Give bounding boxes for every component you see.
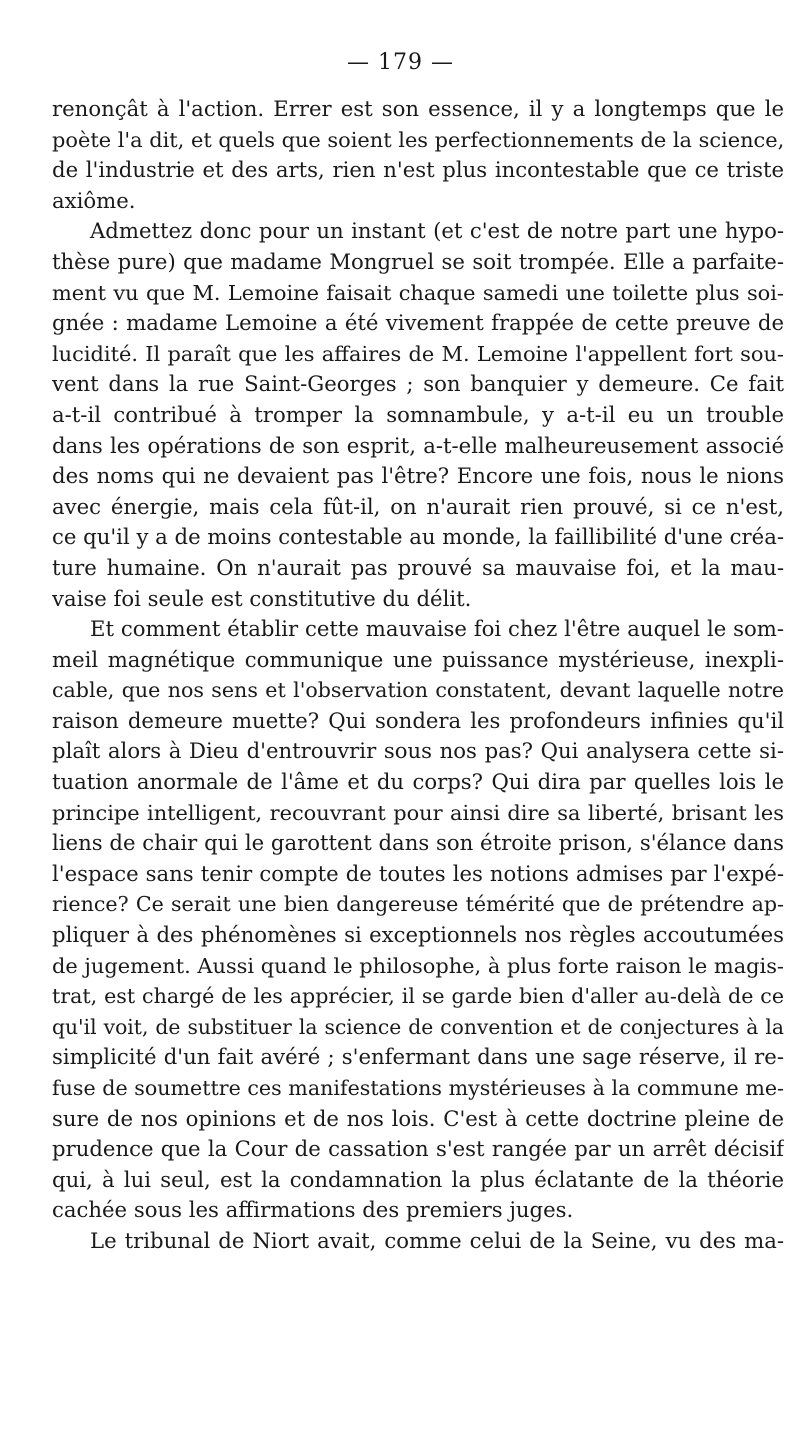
text-line: des noms qui ne devaient pas l'être? Encore une fois, nous le nions — [52, 463, 784, 489]
text-line: a-t-il contribué à tromper la somnambule, y a-t-il eu un trouble — [52, 401, 784, 427]
text-line: de l'industrie et des arts, rien n'est plus incontestable que ce triste — [52, 157, 784, 183]
text-line: vent dans la rue Saint-Georges ; son banquier y demeure. Ce fait — [52, 371, 784, 397]
body-text — [52, 94, 784, 1257]
text-line: ment vu que M. Lemoine faisait chaque samedi une toilette plus soi- — [52, 280, 784, 305]
text-line: Admettez donc pour un instant (et c'est de notre part une hypo- — [90, 218, 784, 244]
text-line: vaise foi seule est constitutive du délit. — [52, 585, 472, 611]
text-line: ce qu'il y a de moins contestable au monde, la faillibilité d'une créa- — [52, 524, 784, 550]
text-line: fuse de soumettre ces manifestations mystérieuses à la commune me- — [52, 1076, 784, 1100]
text-line: l'espace sans tenir compte de toutes les notions admises par l'expé- — [52, 860, 784, 886]
text-line: qu'il voit, de substituer la science de convention et de conjectures à la — [52, 1014, 784, 1039]
text-line: Et comment établir cette mauvaise foi chez l'être auquel le som- — [90, 616, 784, 642]
text-line: tuation anormale de l'âme et du corps? Qui dira par quelles lois le — [52, 769, 784, 795]
text-line: thèse pure) que madame Mongruel se soit trompée. Elle a parfaite- — [52, 248, 784, 274]
text-line: Le tribunal de Niort avait, comme celui de la Seine, vu des ma- — [90, 1227, 784, 1253]
text-line: meil magnétique communique une puissance mystérieuse, inexpli- — [52, 646, 784, 672]
text-line: liens de chair qui le garottent dans son étroite prison, s'élance dans — [52, 830, 784, 856]
text-line: rience? Ce serait une bien dangereuse témérité que de prétendre ap- — [52, 892, 784, 917]
text-line: de jugement. Aussi quand le philosophe, à plus forte raison le magis- — [52, 953, 784, 978]
text-line: raison demeure muette? Qui sondera les profondeurs infinies qu'il — [52, 707, 784, 733]
page-number: — 179 — — [347, 50, 454, 75]
text-line: gnée : madame Lemoine a été vivement frappée de cette preuve de — [52, 310, 784, 336]
text-line: ture humaine. On n'aurait pas prouvé sa mauvaise foi, et la mau- — [52, 554, 784, 580]
text-line: axiôme. — [52, 187, 136, 213]
text-line: dans les opérations de son esprit, a-t-elle malheureusement associé — [52, 432, 784, 458]
text-line: simplicité d'un fait avéré ; s'enfermant dans une sage réserve, il re- — [52, 1044, 784, 1070]
text-line: pliquer à des phénomènes si exceptionnels nos règles accoutumées — [52, 922, 784, 948]
text-line: poète l'a dit, et quels que soient les perfectionnements de la science, — [52, 127, 784, 152]
text-line: qui, à lui seul, est la condamnation la plus éclatante de la théorie — [52, 1166, 784, 1192]
text-line: trat, est chargé de les apprécier, il se garde bien d'aller au-delà de ce — [52, 984, 784, 1009]
text-line: plaît alors à Dieu d'entrouvrir sous nos pas? Qui analysera cette si- — [52, 738, 784, 764]
text-line: cachée sous les affirmations des premiers juges. — [52, 1197, 574, 1223]
text-line: prudence que la Cour de cassation s'est rangée par un arrêt décisif — [52, 1136, 784, 1162]
text-line: sure de nos opinions et de nos lois. C'est à cette doctrine pleine de — [52, 1105, 784, 1131]
text-line: lucidité. Il paraît que les affaires de M. Lemoine l'appellent fort sou- — [52, 341, 784, 366]
text-line: cable, que nos sens et l'observation constatent, devant laquelle notre — [52, 678, 784, 703]
text-line: avec énergie, mais cela fût-il, on n'aurait rien prouvé, si ce n'est, — [52, 493, 784, 519]
text-line: renonçât à l'action. Errer est son essence, il y a longtemps que le — [52, 96, 784, 121]
text-line: principe intelligent, recouvrant pour ainsi dire sa liberté, brisant les — [52, 800, 784, 825]
